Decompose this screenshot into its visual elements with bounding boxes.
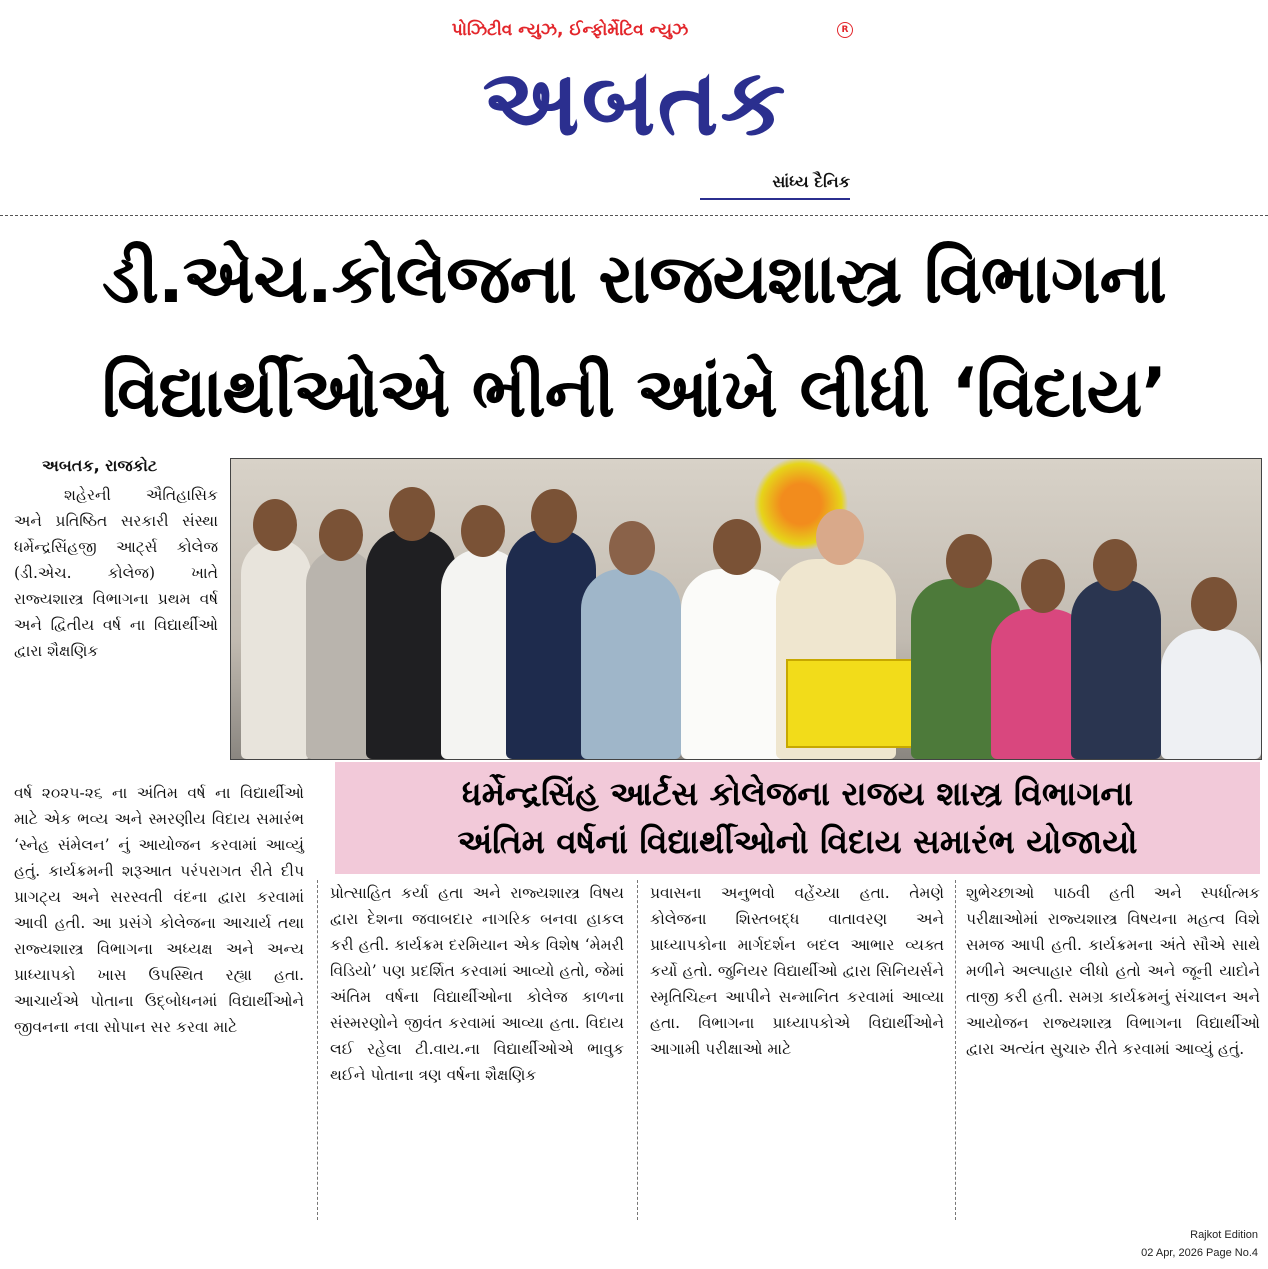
article-column-1: વર્ષ ૨૦૨૫-૨૬ ના અંતિમ વર્ષ ના વિદ્યાર્થીઓ માટે એક ભવ્ય અને સ્મરણીય વિદાય સમારંભ ‘સ્નેહ સંમેલન’ નું આયોજન કરવામાં આવ્યું હતું. કાર્યક્રમની શરૂઆત પરંપરાગત રીતે દીપ પ્રાગટ્ય અને સરસ્વતી વંદના દ્વારા કરવામાં આવી હતી. આ પ્રસંગે કોલેજના આચાર્ય તથા રાજ્યશાસ્ત્ર વિભાગના અધ્યક્ષ અને અન્ય પ્રાધ્યાપકો ખાસ ઉપસ્થિત રહ્યા હતા. આચાર્યએ પોતાના ઉદ્બોધનમાં વિદ્યાર્થીઓને જીવનના નવા સોપાન સર કરવા માટે bbox=[14, 784, 304, 1036]
person bbox=[581, 569, 681, 759]
masthead-tagline: પોઝિટીવ ન્યુઝ, ઈન્ફોર્મેટિવ ન્યુઝ bbox=[451, 20, 689, 40]
person-head bbox=[609, 521, 655, 575]
subtitle-underline bbox=[700, 198, 850, 200]
article-column-4: શુભેચ્છાઓ પાઠવી હતી અને સ્પર્ધાત્મક પરીક્ષાઓમાં રાજ્યશાસ્ત્ર વિષયના મહત્વ વિશે સમજ આપી હતી. કાર્યક્રમના અંતે સૌએ સાથે મળીને અલ્પાહાર લીધો હતો અને જૂની યાદોને તાજી કરી હતી. સમગ્ર કાર્યક્રમનું સંચાલન અને આયોજન રાજ્યશાસ્ત્ર વિભાગના વિદ્યાર્થીઓ દ્વારા અત્યંત સુચારુ રીતે કરવામાં આવ્યું હતું. bbox=[966, 884, 1260, 1058]
person-head bbox=[319, 509, 363, 561]
article-intro: શહેરની ઐતિહાસિક અને પ્રતિષ્ઠિત સરકારી સંસ્થા ધર્મેન્દ્રસિંહજી આર્ટ્સ કોલેજ (ડી.એચ. કોલેજ) ખાતે રાજ્યશાસ્ત્ર વિભાગના પ્રથમ વર્ષ અને દ્વિતીય વર્ષ ના વિદ્યાર્થીઓ દ્વારા શૈક્ષણિક bbox=[14, 486, 218, 660]
article-column-3: પ્રવાસના અનુભવો વહેંચ્યા હતા. તેમણે કોલેજના શિસ્તબદ્ધ વાતાવરણ અને પ્રાધ્યાપકોના માર્ગદર્શન બદલ આભાર વ્યક્ત કર્યો હતો. જુનિયર વિદ્યાર્થીઓ દ્વારા સિનિયર્સને સ્મૃતિચિહ્ન આપીને સન્માનિત કરવામાં આવ્યા હતા. વિભાગના પ્રાધ્યાપકોએ વિદ્યાર્થીઓને આગામી પરીક્ષાઓ માટે bbox=[650, 884, 944, 1058]
memento-frame bbox=[786, 659, 920, 748]
registered-mark: R bbox=[837, 22, 853, 38]
person-head bbox=[389, 487, 435, 541]
masthead-divider bbox=[0, 215, 1268, 216]
edition-info bbox=[1141, 1226, 1258, 1262]
person-head bbox=[461, 505, 505, 557]
masthead bbox=[0, 0, 1268, 212]
article-column-2: પ્રોત્સાહિત કર્યા હતા અને રાજ્યશાસ્ત્ર વિષય દ્વારા દેશના જવાબદાર નાગરિક બનવા હાકલ કરી હતી. કાર્યક્રમ દરમિયાન એક વિશેષ ‘મેમરી વિડિયો’ પણ પ્રદર્શિત કરવામાં આવ્યો હતો, જેમાં અંતિમ વર્ષના વિદ્યાર્થીઓના કોલેજ કાળના સંસ્મરણોને જીવંત કરવામાં આવ્યા હતા. વિદાય લઈ રહેલા ટી.વાય.ના વિદ્યાર્થીઓએ ભાવુક થઈને પોતાના ત્રણ વર્ષના શૈક્ષણિક bbox=[330, 884, 624, 1084]
newspaper-logo: અબતક bbox=[482, 49, 788, 156]
subheadline-line-2: અંતિમ વર્ષનાં વિદ્યાર્થીઓનો વિદાય સમારંભ યોજાયો bbox=[457, 822, 1138, 861]
column-divider bbox=[637, 880, 638, 1220]
headline-line-2: વિદ્યાર્થીઓએ ભીની આંખે લીધી ‘વિદાય’ bbox=[101, 354, 1167, 433]
person-head bbox=[946, 534, 992, 588]
headline-line-1: ડી.એચ.કોલેજના રાજયશાસ્ત્ર વિભાગના bbox=[102, 240, 1166, 319]
person bbox=[1161, 629, 1261, 759]
article-dateline: અબતક, રાજકોટ bbox=[42, 456, 158, 475]
person-head bbox=[816, 509, 864, 565]
subheadline-line-1: ધર્મેન્દ્રસિંહ આર્ટસ કોલેજના રાજય શાસ્ત્ર વિભાગના bbox=[461, 774, 1134, 813]
person-head bbox=[1021, 559, 1065, 613]
column-divider bbox=[955, 880, 956, 1220]
person-head bbox=[1191, 577, 1237, 631]
masthead-subtitle: સાંધ્ય દૈનિક bbox=[772, 172, 850, 191]
person-head bbox=[713, 519, 761, 575]
person-head bbox=[1093, 539, 1137, 591]
edition-date-page: 02 Apr, 2026 Page No.4 bbox=[1141, 1247, 1258, 1259]
event-photo bbox=[230, 458, 1262, 760]
person bbox=[241, 539, 311, 759]
column-divider bbox=[317, 880, 318, 1220]
person bbox=[681, 569, 791, 759]
person-head bbox=[531, 489, 577, 543]
person bbox=[1071, 579, 1161, 759]
person-head bbox=[253, 499, 297, 551]
edition-name: Rajkot Edition bbox=[1190, 1229, 1258, 1241]
